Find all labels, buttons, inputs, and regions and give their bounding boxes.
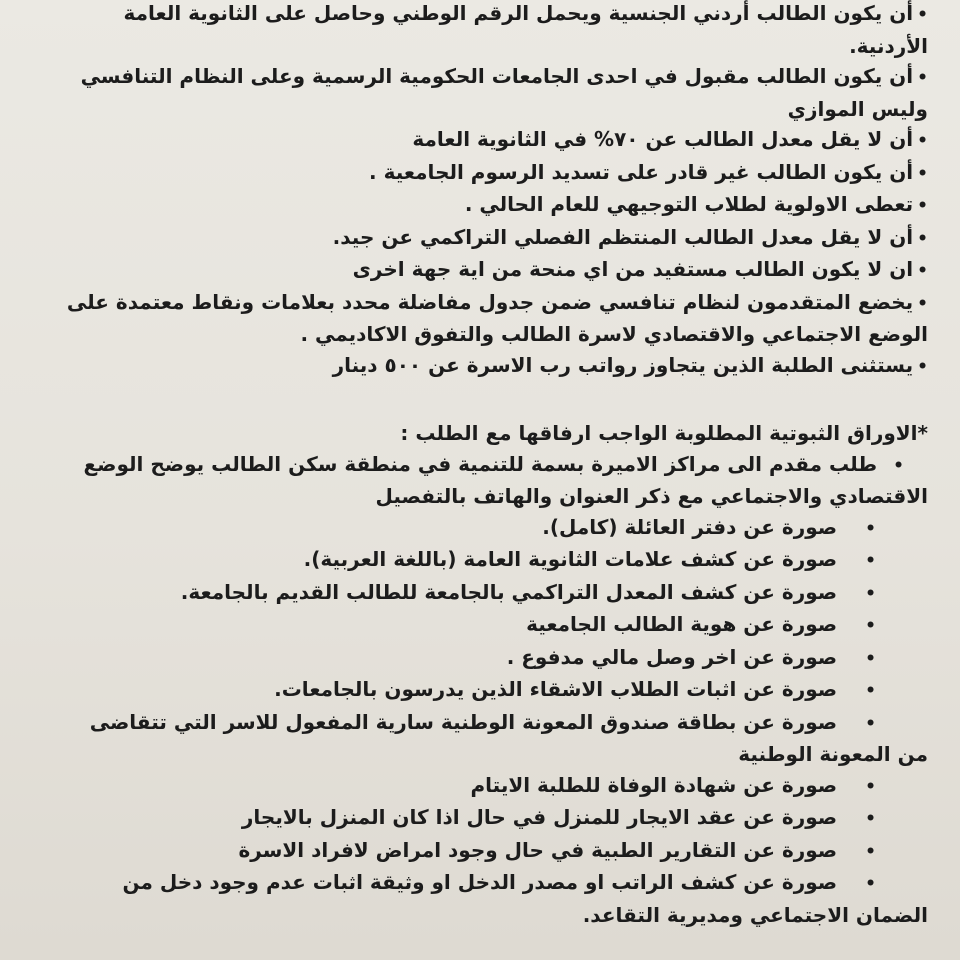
list-item	[60, 0, 928, 61]
bullet-icon: •	[865, 874, 876, 894]
criterion-text: أن لا يقل معدل الطالب المنتظم الفصلي التراكمي عن جيد.	[332, 224, 914, 249]
bullet-icon: •	[865, 551, 876, 571]
criterion-text: يخضع المتقدمون لنظام تنافسي ضمن جدول مفاضلة محدد بعلامات ونقاط معتمدة على الوضع الاجتماعي والاقتصادي لاسرة الطالب والتفوق الاكاديمي .	[66, 289, 928, 346]
document-text: صورة عن اخر وصل مالي مدفوع .	[506, 644, 838, 669]
list-item	[60, 867, 928, 930]
document-text: صورة عن هوية الطالب الجامعية	[526, 612, 838, 636]
required-documents-list	[60, 449, 928, 931]
bullet-icon: •	[865, 809, 876, 829]
bullet-icon: •	[917, 228, 928, 249]
eligibility-criteria-list	[60, 0, 928, 382]
document-text: صورة عن بطاقة صندوق المعونة الوطنية سارية المفعول للاسر التي تتقاضى من المعونة الوطنية	[89, 709, 928, 766]
list-item	[60, 577, 928, 610]
criterion-text: ان لا يكون الطالب مستفيد من اي منحة من اية جهة اخرى	[352, 257, 914, 281]
document-text: طلب مقدم الى مراكز الاميرة بسمة للتنمية في منطقة سكن الطالب يوضح الوضع الاقتصادي والاجتماعي مع ذكر العنوان والهاتف بالتفصيل	[83, 451, 928, 508]
bullet-icon: •	[917, 261, 928, 281]
list-item	[60, 802, 928, 835]
list-item	[60, 254, 928, 287]
list-item	[60, 449, 928, 512]
bullet-icon: •	[865, 681, 876, 701]
list-item	[60, 674, 928, 707]
list-item	[60, 609, 928, 642]
criterion-text: أن يكون الطالب مقبول في احدى الجامعات الحكومية الرسمية وعلى النظام التنافسي وليس الموازي	[80, 64, 928, 121]
list-item	[60, 512, 928, 545]
required-documents-heading: *الاوراق الثبوتية المطلوبة الواجب ارفاقها مع الطلب :	[400, 421, 928, 445]
document-text: صورة عن التقارير الطبية في حال وجود امراض لافراد الاسرة	[238, 837, 838, 862]
document-text: صورة عن عقد الايجار للمنزل في حال اذا كان المنزل بالايجار	[241, 805, 838, 829]
document-text: صورة عن اثبات الطلاب الاشقاء الذين يدرسون بالجامعات.	[274, 677, 838, 701]
list-item	[60, 61, 928, 124]
bullet-icon: •	[865, 648, 876, 669]
list-item	[60, 350, 928, 383]
list-item	[60, 544, 928, 577]
bullet-icon: •	[893, 455, 904, 476]
document-text: صورة عن شهادة الوفاة للطلبة الايتام	[470, 772, 838, 797]
document-body	[60, 0, 928, 930]
criterion-text: أن يكون الطالب غير قادر على تسديد الرسوم الجامعية .	[369, 159, 914, 184]
list-item	[60, 835, 928, 868]
criterion-text: يستثنى الطلبة الذين يتجاوز رواتب رب الاسرة عن ٥٠٠ دينار	[332, 352, 914, 377]
criterion-text: أن لا يقل معدل الطالب عن ٧٠% في الثانوية العامة	[412, 127, 914, 151]
list-item	[60, 222, 928, 255]
bullet-icon: •	[917, 163, 928, 184]
list-item	[60, 770, 928, 803]
bullet-icon: •	[865, 841, 876, 862]
document-text: صورة عن دفتر العائلة (كامل).	[542, 514, 838, 539]
list-item	[60, 124, 928, 157]
bullet-icon: •	[865, 583, 876, 604]
bullet-icon: •	[917, 196, 928, 216]
bullet-icon: •	[865, 776, 876, 797]
list-item	[60, 287, 928, 350]
criterion-text: أن يكون الطالب أردني الجنسية ويحمل الرقم الوطني وحاصل على الثانوية العامة الأردنية.	[123, 1, 928, 58]
bullet-icon: •	[865, 713, 876, 734]
bullet-icon: •	[917, 68, 928, 88]
bullet-icon: •	[917, 293, 928, 314]
list-item	[60, 707, 928, 770]
bullet-icon: •	[917, 5, 928, 25]
list-item	[60, 642, 928, 675]
bullet-icon: •	[865, 616, 876, 636]
document-text: صورة عن كشف علامات الثانوية العامة (باللغة العربية).	[303, 547, 838, 571]
bullet-icon: •	[917, 131, 928, 151]
list-item	[60, 157, 928, 190]
criterion-text: تعطى الاولوية لطلاب التوجيهي للعام الحالي .	[464, 192, 914, 216]
list-item	[60, 189, 928, 222]
document-text: صورة عن كشف المعدل التراكمي بالجامعة للطالب القديم بالجامعة.	[180, 579, 838, 604]
document-text: صورة عن كشف الراتب او مصدر الدخل او وثيقة اثبات عدم وجود دخل من الضمان الاجتماعي ومديرية التقاعد.	[122, 870, 928, 927]
bullet-icon: •	[865, 518, 876, 539]
bullet-icon: •	[917, 356, 928, 377]
